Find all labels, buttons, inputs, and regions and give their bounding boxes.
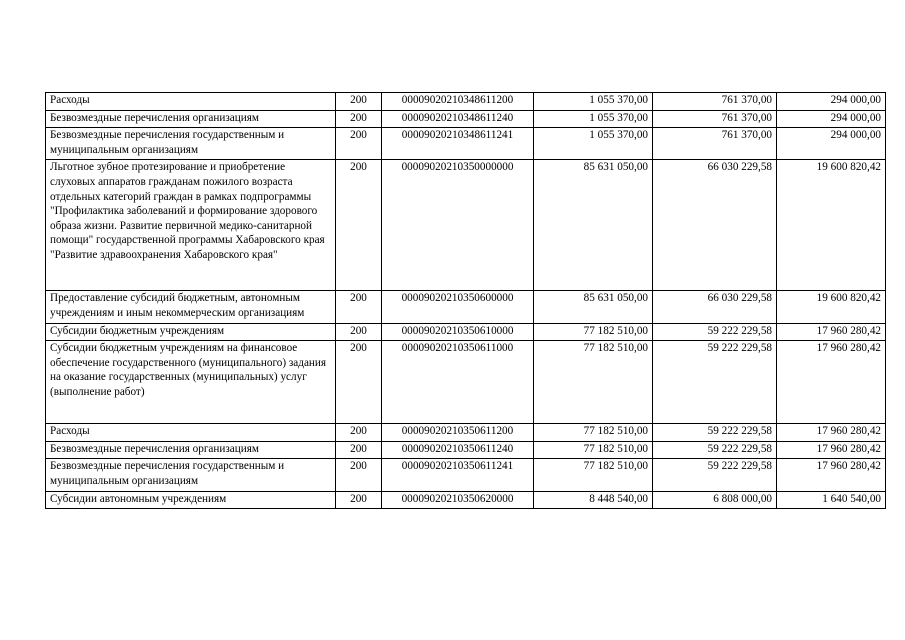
row-unexecuted: 17 960 280,42	[777, 441, 886, 459]
table-row	[46, 424, 886, 442]
row-unexecuted: 294 000,00	[777, 93, 886, 111]
row-executed: 6 808 000,00	[653, 491, 777, 509]
row-approved: 85 631 050,00	[534, 291, 653, 323]
row-kbk: 00009020210350611000	[382, 341, 534, 424]
budget-table	[45, 92, 886, 509]
row-approved: 77 182 510,00	[534, 341, 653, 424]
table-row	[46, 441, 886, 459]
row-name: Субсидии автономным учреждениям	[46, 491, 336, 509]
row-name: Безвозмездные перечисления организациям	[46, 441, 336, 459]
row-approved: 1 055 370,00	[534, 93, 653, 111]
row-approved: 77 182 510,00	[534, 459, 653, 491]
row-name: Льготное зубное протезирование и приобретение слуховых аппаратов гражданам пожилого возраста отдельных категорий граждан в рамках подпрограммы "Профилактика заболеваний и формирование здорового образа жизни. Развитие первичной медико-санитарной помощи" государственной программы Хабаровского края "Развитие здравоохранения Хабаровского края"	[46, 160, 336, 291]
row-name: Безвозмездные перечисления организациям	[46, 110, 336, 128]
table-row	[46, 93, 886, 111]
row-executed: 66 030 229,58	[653, 291, 777, 323]
row-name: Субсидии бюджетным учреждениям	[46, 323, 336, 341]
row-code: 200	[336, 93, 382, 111]
row-approved: 1 055 370,00	[534, 110, 653, 128]
table-row	[46, 128, 886, 160]
row-unexecuted: 294 000,00	[777, 128, 886, 160]
row-executed: 59 222 229,58	[653, 441, 777, 459]
row-kbk: 00009020210350611240	[382, 441, 534, 459]
row-executed: 59 222 229,58	[653, 323, 777, 341]
row-unexecuted: 19 600 820,42	[777, 291, 886, 323]
row-approved: 77 182 510,00	[534, 424, 653, 442]
row-name: Безвозмездные перечисления государственным и муниципальным организациям	[46, 459, 336, 491]
table-row	[46, 160, 886, 291]
budget-table-body	[46, 93, 886, 509]
row-name: Предоставление субсидий бюджетным, автономным учреждениям и иным некоммерческим организациям	[46, 291, 336, 323]
row-executed: 59 222 229,58	[653, 459, 777, 491]
table-row	[46, 323, 886, 341]
row-kbk: 00009020210350611200	[382, 424, 534, 442]
row-executed: 59 222 229,58	[653, 341, 777, 424]
row-kbk: 00009020210350611241	[382, 459, 534, 491]
row-kbk: 00009020210350600000	[382, 291, 534, 323]
row-executed: 761 370,00	[653, 93, 777, 111]
row-kbk: 00009020210350620000	[382, 491, 534, 509]
table-row	[46, 459, 886, 491]
row-name: Расходы	[46, 424, 336, 442]
row-code: 200	[336, 424, 382, 442]
row-name: Субсидии бюджетным учреждениям на финансовое обеспечение государственного (муниципального) задания на оказание государственных (муниципальных) услуг (выполнение работ)	[46, 341, 336, 424]
table-row	[46, 341, 886, 424]
row-unexecuted: 17 960 280,42	[777, 341, 886, 424]
row-code: 200	[336, 160, 382, 291]
row-code: 200	[336, 323, 382, 341]
row-approved: 85 631 050,00	[534, 160, 653, 291]
row-approved: 1 055 370,00	[534, 128, 653, 160]
row-kbk: 00009020210350610000	[382, 323, 534, 341]
row-unexecuted: 17 960 280,42	[777, 459, 886, 491]
row-name: Расходы	[46, 93, 336, 111]
row-executed: 66 030 229,58	[653, 160, 777, 291]
row-code: 200	[336, 491, 382, 509]
row-unexecuted: 17 960 280,42	[777, 323, 886, 341]
row-code: 200	[336, 110, 382, 128]
row-approved: 77 182 510,00	[534, 441, 653, 459]
row-code: 200	[336, 291, 382, 323]
table-row	[46, 291, 886, 323]
table-row	[46, 491, 886, 509]
row-code: 200	[336, 128, 382, 160]
row-unexecuted: 19 600 820,42	[777, 160, 886, 291]
row-name: Безвозмездные перечисления государственным и муниципальным организациям	[46, 128, 336, 160]
row-kbk: 00009020210348611200	[382, 93, 534, 111]
row-kbk: 00009020210348611240	[382, 110, 534, 128]
row-approved: 8 448 540,00	[534, 491, 653, 509]
row-code: 200	[336, 341, 382, 424]
row-unexecuted: 1 640 540,00	[777, 491, 886, 509]
table-row	[46, 110, 886, 128]
row-unexecuted: 294 000,00	[777, 110, 886, 128]
row-executed: 761 370,00	[653, 128, 777, 160]
row-approved: 77 182 510,00	[534, 323, 653, 341]
row-kbk: 00009020210350000000	[382, 160, 534, 291]
row-code: 200	[336, 441, 382, 459]
row-unexecuted: 17 960 280,42	[777, 424, 886, 442]
row-kbk: 00009020210348611241	[382, 128, 534, 160]
row-executed: 59 222 229,58	[653, 424, 777, 442]
row-executed: 761 370,00	[653, 110, 777, 128]
row-code: 200	[336, 459, 382, 491]
